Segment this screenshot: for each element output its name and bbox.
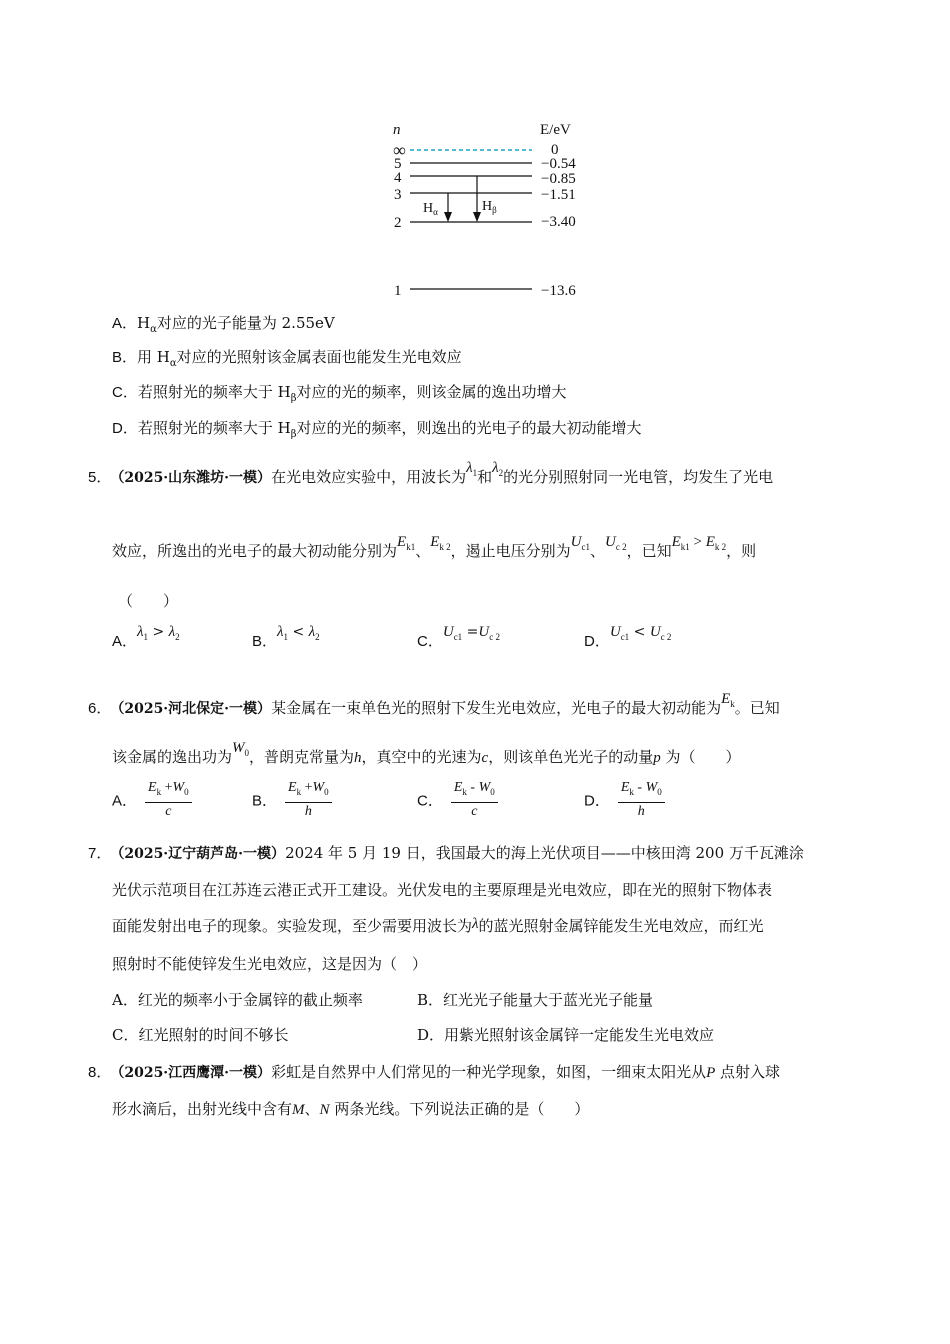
option-label: A． <box>112 792 138 810</box>
question-text: 。已知 <box>734 699 780 717</box>
question-text: ，普朗克常量为 <box>249 748 355 766</box>
question-number: 6． <box>88 700 112 717</box>
option-label: B． <box>252 792 278 810</box>
question-text: ，遏止电压分别为 <box>450 542 571 560</box>
q7-option-a[interactable]: A．红光的频率小于金属锌的截止频率 <box>112 991 363 1009</box>
level-energy-1: −13.6 <box>541 283 576 299</box>
question-number: 5． <box>88 469 112 486</box>
option-label: D． <box>112 420 138 437</box>
question-text: 2024 年 5 月 19 日，我国最大的海上光伏项目——中核田湾 200 万千瓦滩涂 <box>285 844 804 862</box>
option-text: 对应的光的频率，则逸出的光电子的最大初动能增大 <box>296 419 642 437</box>
question-text: 为（ ） <box>660 748 741 766</box>
option-formula: $\lambda_1 > \lambda_2$ <box>137 624 180 642</box>
ek2: $E_{k 2}$ <box>430 534 451 552</box>
question-text: 和 <box>477 468 493 486</box>
option-fraction: $\frac{E_k +W_0}{c}$ <box>145 779 192 821</box>
lambda-1: $\lambda_1$ <box>466 460 478 478</box>
q7-stem-line-4: 照射时不能使锌发生光电效应，这是因为（ ） <box>112 955 428 973</box>
h-alpha-arrowhead <box>444 212 452 222</box>
option-text: 对应的光子能量为 2.55eV <box>156 314 335 332</box>
option-text: 对应的光照射该金属表面也能发生光电效应 <box>176 348 462 366</box>
q4-option-d[interactable] <box>112 417 642 446</box>
level-n-4: 4 <box>394 170 402 186</box>
q4-option-a[interactable] <box>112 312 335 341</box>
option-label: C． <box>417 792 443 810</box>
lambda-2: $\lambda_2$ <box>492 460 504 478</box>
option-label: C． <box>417 633 443 650</box>
option-text: 用 H <box>137 348 170 366</box>
q4-option-c[interactable] <box>112 381 567 410</box>
option-fraction: $\frac{E_k +W_0}{h}$ <box>285 779 332 821</box>
light-speed-symbol: c <box>481 750 489 766</box>
option-subscript: α <box>150 324 157 335</box>
q5-option-a[interactable] <box>112 624 180 658</box>
w0: $W_0$ <box>232 740 250 758</box>
lambda-symbol: λ <box>472 916 479 932</box>
question-number: 8． <box>88 1064 112 1081</box>
q7-option-d[interactable]: D．用紫光照射该金属锌一定能发生光电效应 <box>417 1026 715 1044</box>
option-label: A． <box>112 633 138 650</box>
question-text: 的蓝光照射金属锌能发生光电效应，而红光 <box>478 917 764 935</box>
q5-stem-line-2: 效应，所逸出的光电子的最大初动能分别为$E_{k1}$、$E_{k 2}$，遏止电压分别为$U_{c1}$、$U_{c 2}$，已知$E_{k1} > E_{k 2}$，则 <box>112 534 757 560</box>
question-text: 面能发射出电子的现象。实验发现，至少需要用波长为 <box>112 917 473 935</box>
q7-stem-line-2: 光伏示范项目在江苏连云港正式开工建设。光伏发电的主要原理是光电效应，即在光的照射下物体表 <box>112 881 773 899</box>
question-source: （2025·河北保定·一模） <box>117 701 272 717</box>
q7-stem-line-3 <box>112 915 764 938</box>
option-text: 对应的光的频率，则该金属的逸出功增大 <box>296 383 567 401</box>
question-text: 点射入球 <box>715 1063 781 1081</box>
planck-symbol: h <box>354 750 362 766</box>
option-label: A． <box>112 315 138 332</box>
option-formula: $U_{c1} < U_{c 2}$ <box>609 624 672 642</box>
q5-option-d[interactable] <box>584 624 672 658</box>
ray-m: M <box>292 1102 305 1118</box>
level-energy-inf: 0 <box>551 142 559 158</box>
option-text: 若照射光的频率大于 H <box>137 383 291 401</box>
q5-option-c[interactable] <box>417 624 500 658</box>
uc2: $U_{c 2}$ <box>605 534 627 552</box>
q5-answer-paren: （ ） <box>118 592 179 610</box>
question-text: 效应，所逸出的光电子的最大初动能分别为 <box>112 542 398 560</box>
question-text: 的光分别照射同一光电管，均发生了光电 <box>503 468 774 486</box>
level-energy-5: −0.54 <box>541 156 576 172</box>
q4-option-b[interactable] <box>112 346 462 375</box>
level-n-3: 3 <box>394 187 402 203</box>
question-number: 7． <box>88 845 112 862</box>
ek1: $E_{k1}$ <box>397 534 416 552</box>
option-label: B． <box>112 349 138 366</box>
question-source: （2025·山东潍坊·一模） <box>117 470 272 486</box>
question-text: ，则该单色光光子的动量 <box>488 748 654 766</box>
option-text: H <box>137 314 151 332</box>
question-text: 彩虹是自然界中人们常见的一种光学现象，如图，一细束太阳光从 <box>271 1063 707 1081</box>
q6-option-c[interactable] <box>417 779 498 821</box>
q5-option-b[interactable] <box>252 624 320 658</box>
question-text: 在光电效应实验中，用波长为 <box>271 468 467 486</box>
q6-stem-line-2 <box>112 740 741 774</box>
h-beta-label: $H_\beta$ <box>482 199 497 215</box>
q7-stem-line-1 <box>88 842 804 865</box>
q8-stem-line-2: 形水滴后，出射光线中含有M、N 两条光线。下列说法正确的是（ ） <box>112 1100 590 1118</box>
level-n-2: 2 <box>394 215 402 231</box>
question-text: 两条光线。下列说法正确的是（ ） <box>329 1100 590 1118</box>
option-formula: $\lambda_1 < \lambda_2$ <box>277 624 320 642</box>
q6-option-a[interactable] <box>112 779 192 821</box>
energy-axis-label: E/eV <box>540 122 571 138</box>
q6-option-d[interactable] <box>584 779 665 821</box>
q8-stem-line-1 <box>88 1061 780 1084</box>
h-beta-arrowhead <box>473 212 481 222</box>
q7-option-b[interactable]: B．红光光子能量大于蓝光光子能量 <box>417 991 654 1009</box>
option-subscript: α <box>169 358 177 369</box>
q6-stem-line-1 <box>88 691 780 725</box>
point-p: P <box>706 1065 716 1081</box>
h-alpha-label: $H_\alpha$ <box>423 201 438 217</box>
option-label: C． <box>112 384 138 401</box>
option-label: B． <box>252 633 278 650</box>
question-text: ，则 <box>726 542 757 560</box>
option-label: D． <box>584 792 610 810</box>
ek-inequality: $E_{k1} > E_{k 2}$ <box>671 534 727 552</box>
question-text: 该金属的逸出功为 <box>112 748 233 766</box>
energy-level-diagram <box>380 118 600 303</box>
option-subscript: β <box>290 429 297 440</box>
question-text: ，真空中的光速为 <box>361 748 482 766</box>
level-energy-4: −0.85 <box>541 171 576 187</box>
option-subscript: β <box>290 393 297 404</box>
q7-option-c[interactable]: C．红光照射的时间不够长 <box>112 1026 289 1044</box>
level-n-1: 1 <box>394 283 402 299</box>
option-fraction: $\frac{E_k - W_0}{h}$ <box>618 779 665 821</box>
option-label: D． <box>584 633 610 650</box>
level-n-inf: ∞ <box>393 140 406 160</box>
question-text: 某金属在一束单色光的照射下发生光电效应，光电子的最大初动能为 <box>271 699 722 717</box>
option-fraction: $\frac{E_k - W_0}{c}$ <box>451 779 498 821</box>
uc1: $U_{c1}$ <box>570 534 590 552</box>
ray-n: N <box>319 1102 330 1118</box>
question-source: （2025·辽宁葫芦岛·一模） <box>117 846 286 862</box>
question-text: 形水滴后，出射光线中含有 <box>112 1100 293 1118</box>
q6-option-b[interactable] <box>252 779 332 821</box>
level-n-5: 5 <box>394 156 402 172</box>
ek: $E_k$ <box>721 691 735 709</box>
option-formula: $U_{c1} =U_{c 2}$ <box>442 624 500 642</box>
q5-stem-line-1 <box>88 460 774 494</box>
n-axis-label: n <box>393 122 401 138</box>
level-energy-2: −3.40 <box>541 214 576 230</box>
option-text: 若照射光的频率大于 H <box>137 419 291 437</box>
question-source: （2025·江西鹰潭·一模） <box>117 1065 272 1081</box>
level-energy-3: −1.51 <box>541 187 576 203</box>
momentum-symbol: p <box>653 750 661 766</box>
question-text: ，已知 <box>626 542 672 560</box>
